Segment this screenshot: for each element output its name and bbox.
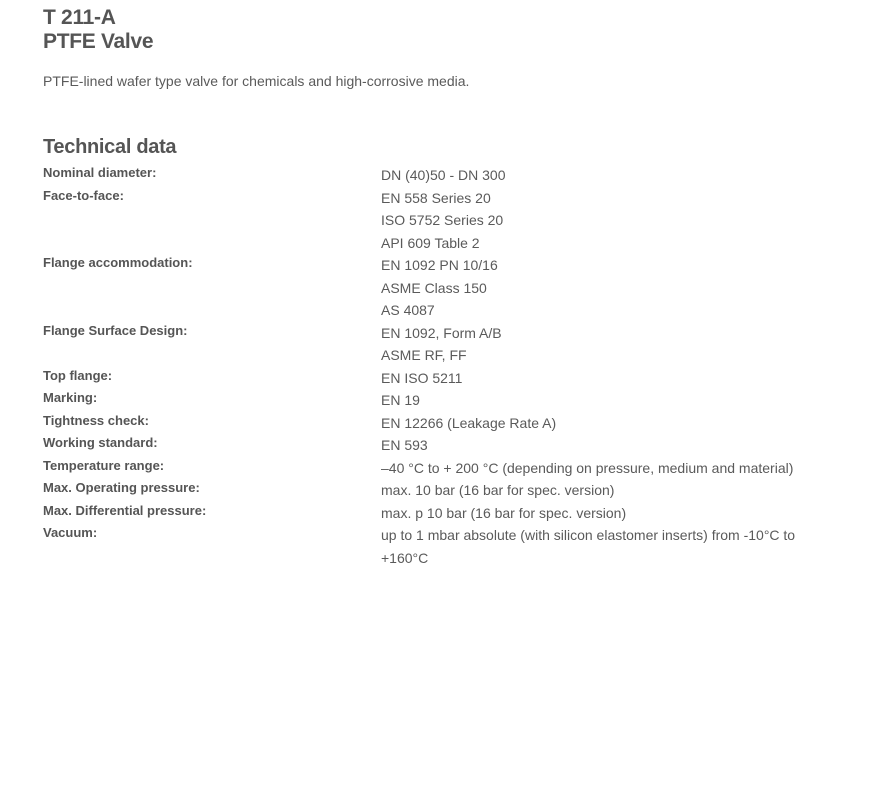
- spec-label: Top flange:: [43, 367, 113, 383]
- spec-row: [43, 322, 843, 367]
- product-content: [43, 6, 843, 569]
- spec-value: [381, 164, 843, 187]
- spec-value: [381, 479, 843, 502]
- spec-value: [381, 434, 843, 457]
- spec-label: Flange Surface Design:: [43, 322, 188, 338]
- spec-value: [381, 367, 843, 390]
- spec-label: Max. Differential pressure:: [43, 502, 207, 518]
- spec-value: [381, 322, 843, 367]
- spec-value-line: ASME RF, FF: [381, 347, 467, 363]
- spec-label: Max. Operating pressure:: [43, 480, 200, 495]
- spec-row: [43, 502, 843, 525]
- spec-label: Flange accommodation:: [43, 255, 193, 270]
- spec-value-line: API 609 Table 2: [381, 234, 480, 251]
- spec-value-line: –40 °C to + 200 °C (depending on pressure, medium and material): [381, 459, 794, 476]
- spec-row: [43, 187, 843, 255]
- spec-label: Working standard:: [43, 435, 158, 450]
- spec-label: Face-to-face:: [43, 187, 124, 203]
- spec-value: [381, 457, 843, 480]
- spec-row: [43, 479, 843, 502]
- spec-value: [381, 254, 843, 322]
- spec-value-line: ASME Class 150: [381, 279, 487, 296]
- spec-value: [381, 412, 843, 435]
- spec-value: [381, 187, 843, 255]
- spec-value-line: EN 558 Series 20: [381, 189, 491, 206]
- spec-row: [43, 457, 843, 480]
- technical-data-table: [43, 164, 843, 569]
- spec-label: Tightness check:: [43, 412, 149, 428]
- spec-value-line: ISO 5752 Series 20: [381, 212, 504, 228]
- spec-row: [43, 254, 843, 322]
- technical-data-body: [43, 164, 843, 569]
- spec-row: [43, 164, 843, 187]
- spec-value-line: EN 12266 (Leakage Rate A): [381, 414, 557, 431]
- spec-row: [43, 389, 843, 412]
- spec-row: [43, 434, 843, 457]
- spec-value-line: EN 593: [381, 437, 428, 453]
- spec-value-line: up to 1 mbar absolute (with silicon elastomer inserts) from -10°C to: [381, 527, 796, 543]
- spec-label: Nominal diameter:: [43, 165, 157, 180]
- spec-label: Marking:: [43, 390, 98, 405]
- spec-value: [381, 502, 843, 525]
- spec-value-line: max. 10 bar (16 bar for spec. version): [381, 482, 615, 498]
- spec-value-line: max. p 10 bar (16 bar for spec. version): [381, 504, 627, 521]
- spec-value: [381, 389, 843, 412]
- product-name: PTFE Valve: [43, 30, 154, 53]
- spec-row: [43, 524, 843, 569]
- spec-value-line: AS 4087: [381, 302, 435, 318]
- spec-label: Vacuum:: [43, 525, 98, 540]
- product-description: PTFE-lined wafer type valve for chemicals and high-corrosive media.: [43, 73, 470, 89]
- technical-data-heading: Technical data: [43, 136, 177, 158]
- spec-value: [381, 524, 843, 569]
- spec-row: [43, 412, 843, 435]
- spec-value-line: EN ISO 5211: [381, 369, 463, 386]
- spec-value-line: EN 1092, Form A/B: [381, 324, 502, 341]
- spec-label: Temperature range:: [43, 457, 165, 473]
- spec-value-line: EN 1092 PN 10/16: [381, 257, 498, 273]
- product-code: T 211-A: [43, 6, 116, 29]
- spec-row: [43, 367, 843, 390]
- spec-value-line: DN (40)50 - DN 300: [381, 167, 506, 183]
- spec-value-line: +160°C: [381, 549, 429, 566]
- spec-value-line: EN 19: [381, 392, 420, 408]
